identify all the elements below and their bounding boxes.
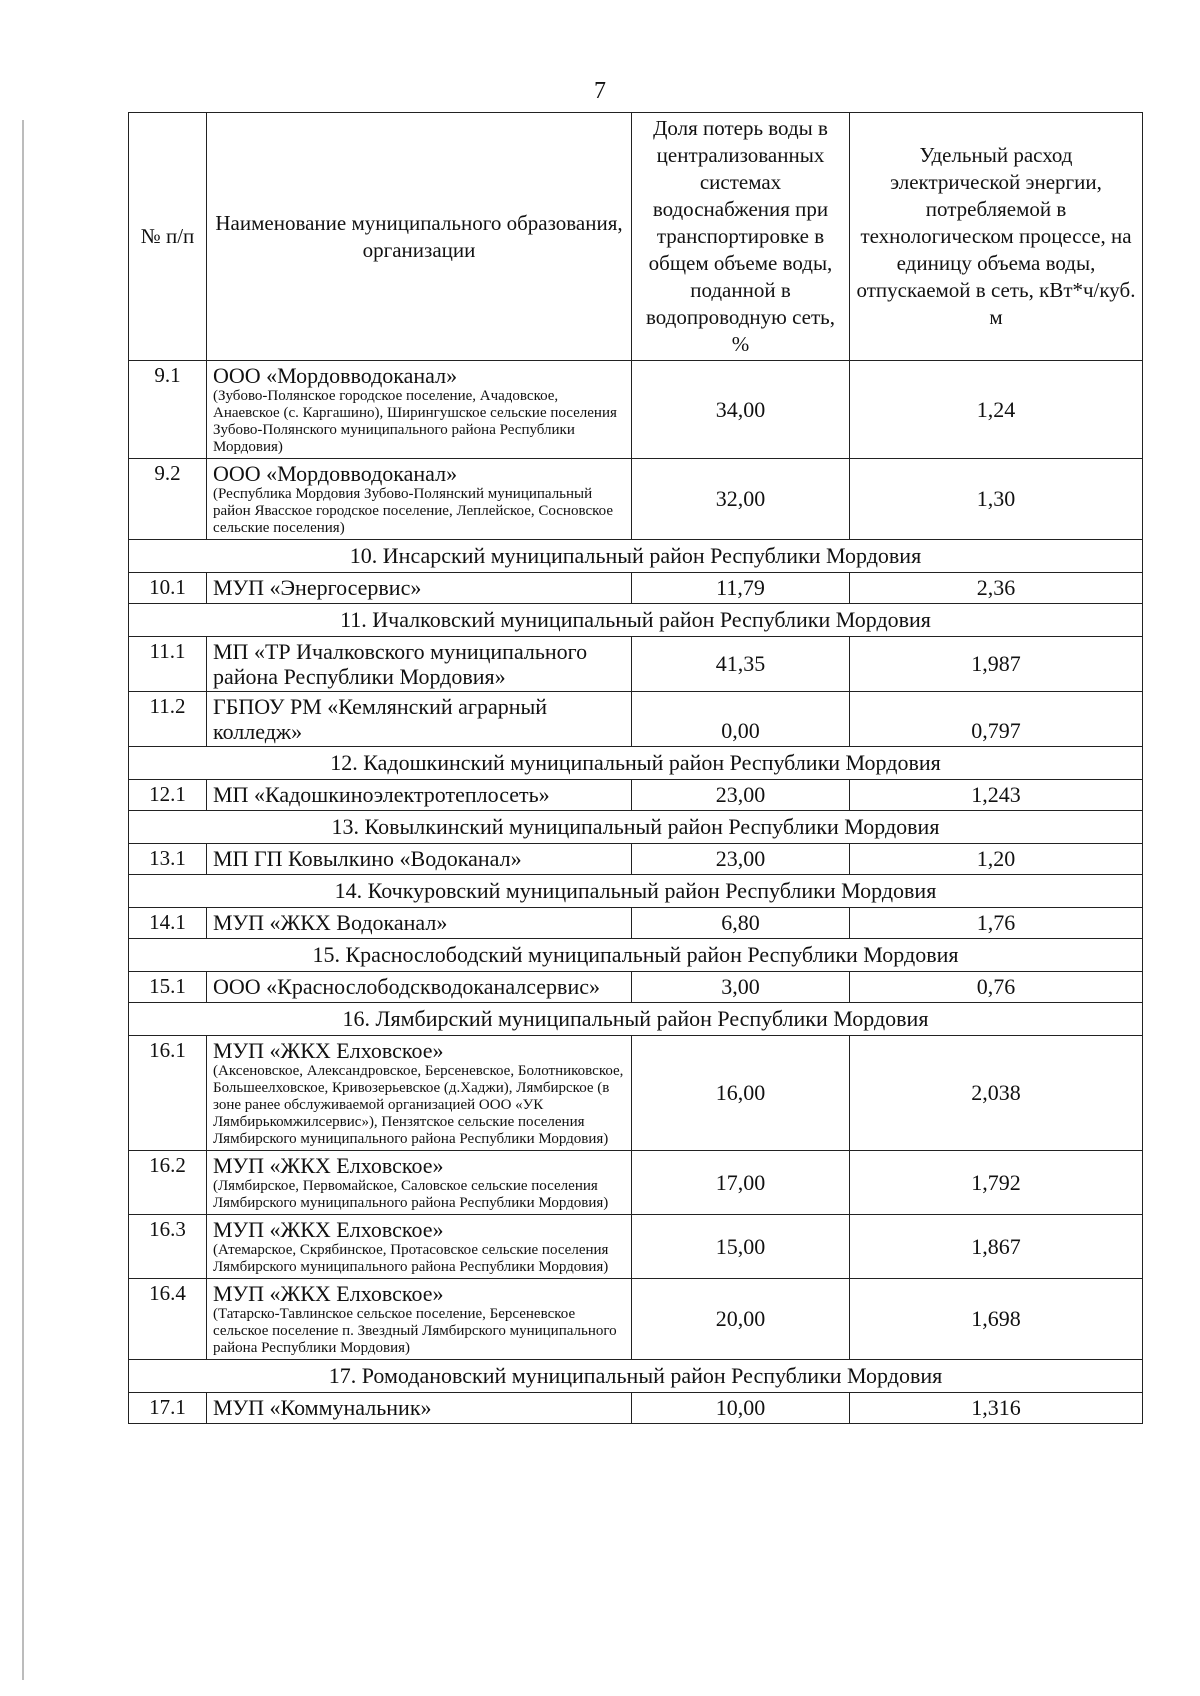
row-number: 11.1: [129, 637, 207, 692]
table-row: [129, 1036, 1143, 1151]
organization-cell: [207, 1215, 632, 1279]
loss-value: 0,00: [632, 692, 850, 747]
organization-name: МУП «ЖКХ Елховское»: [213, 1153, 444, 1178]
organization-cell: [207, 1151, 632, 1215]
organization-note: (Татарско-Тавлинское сельское поселение, Берсеневское сельское поселение п. Звездный Лямбирского муниципального района Республики Мордовия): [213, 1306, 617, 1356]
district-row: [129, 747, 1143, 780]
district-heading: 16. Лямбирский муниципальный район Республики Мордовия: [129, 1003, 1143, 1036]
energy-value: 1,792: [850, 1151, 1143, 1215]
organization-note: (Республика Мордовия Зубово-Полянский муниципальный район Явасское городское поселение, Леплейское, Сосновское сельские поселения): [213, 486, 613, 536]
energy-value: 1,30: [850, 459, 1143, 540]
energy-value: 1,987: [850, 637, 1143, 692]
table-row: [129, 692, 1143, 747]
table-row: [129, 1151, 1143, 1215]
organization-name: МП «ТР Ичалковского муниципального района Республики Мордовия»: [213, 639, 588, 689]
energy-value: 2,36: [850, 573, 1143, 604]
organization-cell: [207, 1036, 632, 1151]
district-heading: 11. Ичалковский муниципальный район Республики Мордовия: [129, 604, 1143, 637]
organization-cell: [207, 692, 632, 747]
district-row: [129, 540, 1143, 573]
district-row: [129, 604, 1143, 637]
table-row: [129, 972, 1143, 1003]
organization-cell: [207, 361, 632, 459]
row-number: 12.1: [129, 780, 207, 811]
energy-value: 0,797: [850, 692, 1143, 747]
organization-name: ГБПОУ РМ «Кемлянский аграрный колледж»: [213, 694, 548, 744]
loss-value: 3,00: [632, 972, 850, 1003]
loss-value: 16,00: [632, 1036, 850, 1151]
organization-cell: [207, 459, 632, 540]
organization-cell: [207, 908, 632, 939]
organization-name: МП «Кадошкиноэлектротеплосеть»: [213, 782, 550, 807]
district-row: [129, 1003, 1143, 1036]
district-row: [129, 875, 1143, 908]
row-number: 9.2: [129, 459, 207, 540]
loss-value: 23,00: [632, 780, 850, 811]
district-row: [129, 939, 1143, 972]
organization-name: МУП «Коммунальник»: [213, 1395, 432, 1420]
row-number: 16.4: [129, 1279, 207, 1360]
loss-value: 17,00: [632, 1151, 850, 1215]
district-heading: 17. Ромодановский муниципальный район Республики Мордовия: [129, 1360, 1143, 1393]
organization-note: (Зубово-Полянское городское поселение, Ачадовское, Анаевское (с. Каргашино), Ширингушское сельские поселения Зубово-Полянского муниципального района Республики Мордовия): [213, 388, 617, 455]
header-loss: Доля потерь воды в централизованных системах водоснабжения при транспортировке в общем объеме воды, поданной в водопроводную сеть, %: [632, 113, 850, 361]
organization-note: (Лямбирское, Первомайское, Саловское сельские поселения Лямбирского муниципального района Республики Мордовия): [213, 1178, 609, 1211]
energy-value: 1,24: [850, 361, 1143, 459]
organization-note: (Аксеновское, Александровское, Берсеневское, Болотниковское, Большеелховское, Кривозерьевское (д.Хаджи), Лямбирское (в зоне ранее обслуживаемой организацией ООО «УК Лямбирькомжилсервис»), Пензятское сельские поселения Лямбирского муниципального района Республики Мордовия): [213, 1063, 624, 1147]
row-number: 16.3: [129, 1215, 207, 1279]
organization-cell: [207, 573, 632, 604]
water-indicators-table: [128, 112, 1143, 1424]
table-row: [129, 361, 1143, 459]
organization-cell: [207, 972, 632, 1003]
energy-value: 1,243: [850, 780, 1143, 811]
loss-value: 6,80: [632, 908, 850, 939]
organization-name: МУП «ЖКХ Водоканал»: [213, 910, 448, 935]
energy-value: 1,698: [850, 1279, 1143, 1360]
energy-value: 1,20: [850, 844, 1143, 875]
energy-value: 1,867: [850, 1215, 1143, 1279]
district-heading: 12. Кадошкинский муниципальный район Республики Мордовия: [129, 747, 1143, 780]
organization-cell: [207, 1279, 632, 1360]
district-heading: 13. Ковылкинский муниципальный район Республики Мордовия: [129, 811, 1143, 844]
loss-value: 15,00: [632, 1215, 850, 1279]
district-row: [129, 811, 1143, 844]
table-row: [129, 1393, 1143, 1424]
table-body: [129, 361, 1143, 1424]
header-energy: Удельный расход электрической энергии, потребляемой в технологическом процессе, на единицу объема воды, отпускаемой в сеть, кВт*ч/куб. м: [850, 113, 1143, 361]
scan-edge-line: [22, 120, 24, 1680]
loss-value: 23,00: [632, 844, 850, 875]
row-number: 14.1: [129, 908, 207, 939]
energy-value: 2,038: [850, 1036, 1143, 1151]
table-row: [129, 908, 1143, 939]
row-number: 9.1: [129, 361, 207, 459]
header-num: № п/п: [129, 113, 207, 361]
table-row: [129, 844, 1143, 875]
energy-value: 0,76: [850, 972, 1143, 1003]
district-row: [129, 1360, 1143, 1393]
loss-value: 20,00: [632, 1279, 850, 1360]
table-row: [129, 459, 1143, 540]
loss-value: 41,35: [632, 637, 850, 692]
loss-value: 10,00: [632, 1393, 850, 1424]
organization-name: МУП «ЖКХ Елховское»: [213, 1217, 444, 1242]
row-number: 16.2: [129, 1151, 207, 1215]
row-number: 15.1: [129, 972, 207, 1003]
table-row: [129, 1279, 1143, 1360]
row-number: 13.1: [129, 844, 207, 875]
row-number: 17.1: [129, 1393, 207, 1424]
organization-cell: [207, 1393, 632, 1424]
organization-cell: [207, 844, 632, 875]
table-row: [129, 573, 1143, 604]
table-row: [129, 637, 1143, 692]
energy-value: 1,316: [850, 1393, 1143, 1424]
table-row: [129, 780, 1143, 811]
district-heading: 15. Краснослободский муниципальный район Республики Мордовия: [129, 939, 1143, 972]
header-name: Наименование муниципального образования, организации: [207, 113, 632, 361]
organization-name: ООО «Мордовводоканал»: [213, 363, 458, 388]
energy-value: 1,76: [850, 908, 1143, 939]
organization-cell: [207, 637, 632, 692]
organization-name: МП ГП Ковылкино «Водоканал»: [213, 846, 522, 871]
row-number: 16.1: [129, 1036, 207, 1151]
loss-value: 34,00: [632, 361, 850, 459]
loss-value: 11,79: [632, 573, 850, 604]
organization-name: МУП «Энергосервис»: [213, 575, 422, 600]
page-number: 7: [594, 78, 606, 104]
table-row: [129, 1215, 1143, 1279]
organization-name: МУП «ЖКХ Елховское»: [213, 1038, 444, 1063]
loss-value: 32,00: [632, 459, 850, 540]
organization-note: (Атемарское, Скрябинское, Протасовское сельские поселения Лямбирского муниципального района Республики Мордовия): [213, 1242, 609, 1275]
row-number: 11.2: [129, 692, 207, 747]
row-number: 10.1: [129, 573, 207, 604]
organization-name: МУП «ЖКХ Елховское»: [213, 1281, 444, 1306]
district-heading: 10. Инсарский муниципальный район Республики Мордовия: [129, 540, 1143, 573]
organization-cell: [207, 780, 632, 811]
organization-name: ООО «Краснослободскводоканалсервис»: [213, 974, 600, 999]
organization-name: ООО «Мордовводоканал»: [213, 461, 458, 486]
district-heading: 14. Кочкуровский муниципальный район Республики Мордовия: [129, 875, 1143, 908]
